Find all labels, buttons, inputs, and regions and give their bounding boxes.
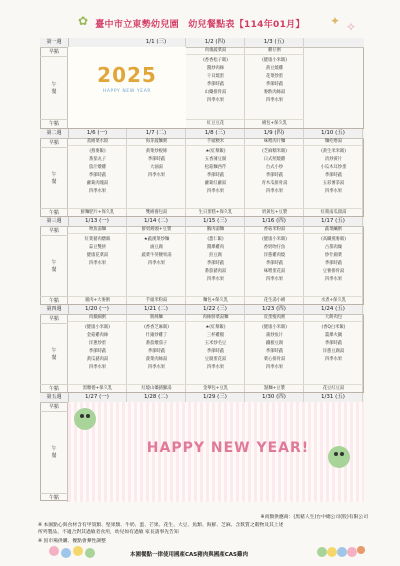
lunch-dish: 季節時蔬 (88, 349, 107, 354)
lunch-dish: 四季水果 (265, 98, 284, 103)
afternoon-snack: 生日蛋糕+保久乳 (186, 208, 245, 216)
afternoon-snack: 黑糖捲+保久乳 (68, 384, 127, 392)
row-divider (40, 411, 68, 412)
day-column (245, 138, 304, 217)
meal-labels (40, 226, 68, 305)
lunch-dish: 醬爆雞肉 (206, 245, 225, 250)
day-header: 1/1 (三) (127, 38, 186, 47)
label-morning: 早點 (48, 140, 59, 146)
day-column (186, 314, 245, 393)
lunch-dish: 四季水果 (324, 357, 343, 362)
day-header: 1/20 (一) (68, 305, 127, 314)
cas-note: 本園餐點一律使用國產CAS豬肉與國產CAS雞肉 (130, 552, 249, 558)
lunch-dish: 四季水果 (147, 365, 166, 370)
lunch-dish: 菜心排骨湯 (263, 357, 286, 362)
week-label: 第二週 (40, 129, 69, 138)
label-afternoon: 午點 (48, 210, 59, 216)
morning-snack: 吻魚湯麵 (68, 226, 127, 234)
afternoon-snack: 鮮麵肥片+保久乳 (68, 208, 127, 216)
banner-greeting: HAPPY NEW YEAR! (146, 440, 310, 456)
day-header: 1/15 (三) (186, 217, 245, 226)
lunch-dish: 香奶吻仔魚 (263, 245, 286, 250)
lunch-dish: 洋蔥雞肉燒 (263, 253, 286, 258)
banner-subtitle: HAPPY NEW YEAR (102, 89, 152, 94)
meal-labels (40, 47, 68, 128)
afternoon-snack: 紅棗南瓜甜湯 (304, 208, 363, 216)
afternoon-snack: 豬肉+大麥粥 (68, 296, 127, 304)
allergen-note: ※ 本園點心與食材含有甲殼類、堅果類、牛奶、蛋、芒果、花生、大豆、魚類、海鮮、芝麻、含麩質之穀物及其上述 (38, 523, 284, 528)
day-header: 1/14 (二) (127, 217, 186, 226)
lunch-dish: 味噌蛋花湯 (263, 269, 286, 274)
label-lunch: 午 餐 (51, 259, 57, 273)
lunch-dish: 四季水果 (206, 98, 225, 103)
lunch-dish: 花菜炒蛋 (265, 74, 284, 79)
row-divider (40, 56, 68, 57)
week-label: 第五週 (40, 393, 69, 402)
lunch-dish: 紅菜豬肉燉飯 (84, 237, 111, 242)
snake-chain-icon (316, 538, 366, 562)
lunch-dish: 番茄丸子 (88, 157, 107, 162)
afternoon-snack: 紅燒山藥豬腳湯 (127, 384, 186, 392)
lunch-dish: (芝麻糯米飯) (262, 149, 287, 154)
lunch-dish: 麥酢肉絲湯 (263, 90, 286, 95)
day-header: 1/30 (四) (245, 393, 304, 402)
lunch-dish: 五香薄豆腐 (204, 157, 227, 162)
lunch-dish: 四季水果 (206, 365, 225, 370)
day-header: 1/21 (二) (127, 305, 186, 314)
lunch-dish: 四季水果 (324, 189, 343, 194)
morning-snack: 肉燥細粥 (68, 314, 127, 322)
morning-snack: 肉羹蔬菜湯 (186, 47, 245, 55)
day-column (127, 314, 186, 393)
lunch-dish: 醬炒肉絲 (206, 66, 225, 71)
morning-snack: 香菇米粉湯 (245, 226, 304, 234)
morning-snack: 芋頭粳米 (186, 138, 245, 146)
lunch-dish: 玉米炒毛豆 (204, 341, 227, 346)
page-title: 臺中市立東勢幼兒園 幼兒餐點表【114年01月】 (95, 20, 305, 30)
day-header: 1/23 (四) (245, 305, 304, 314)
lunch-dish: 煎豆腐 (209, 253, 222, 258)
label-morning: 早點 (48, 316, 59, 322)
day-header: 1/22 (三) (186, 305, 245, 314)
lunch-dish: 蘿蔔肉塊湯 (86, 181, 109, 186)
morning-snack: 麵疙瘩湯 (304, 138, 363, 146)
lunch-dish: 鐵板豆腐 (265, 341, 284, 346)
label-lunch: 午 餐 (51, 81, 57, 95)
morning-snack: 粄絲麵 (127, 314, 186, 322)
row-divider (40, 323, 68, 324)
label-lunch: 午 餐 (51, 446, 57, 459)
snake-mascot-icon (70, 404, 100, 434)
day-column (245, 314, 304, 393)
allergen-note-2: 所列製品，不適合對其過敏者食用，幼兒如有過敏 家長請事先告知 (38, 530, 179, 535)
afternoon-snack: 饅包+保久乳 (245, 119, 304, 127)
day-column (127, 226, 186, 305)
lunch-dish: 季節時蔬 (206, 349, 225, 354)
afternoon-snack: 金華包+豆乳 (186, 384, 245, 392)
lunch-dish: 菠菜肉絲湯 (145, 357, 168, 362)
lunch-dish: (香香芝麻飯) (144, 325, 169, 330)
day-header: 1/8 (三) (186, 129, 245, 138)
sprout-icon: ✿ (78, 14, 89, 28)
day-column (186, 226, 245, 305)
lunch-dishes (186, 236, 245, 284)
happy-new-year-banner (68, 402, 364, 502)
lunch-dish: 洋蔥炒蛋 (88, 341, 107, 346)
week-label: 第四週 (40, 305, 69, 314)
lunch-dish: 豆腐蛋花湯 (204, 357, 227, 362)
meal-labels (40, 138, 68, 217)
lunch-dish: 蒜豆雙拼 (88, 245, 107, 250)
lunch-dish: 黃菜炒板條 (145, 149, 168, 154)
afternoon-snack: 點麵+豆漿 (245, 384, 304, 392)
morning-snack: 蒸饅菜水餃 (68, 138, 127, 146)
star-icon: ✧ (346, 20, 357, 34)
lunch-dish: 季節時蔬 (324, 261, 343, 266)
day-header: 1/27 (一) (68, 393, 127, 402)
adjust-note: ※ 因市場供購、餐點會彈性調整 (38, 539, 106, 544)
lunch-dish: 四季水果 (147, 173, 166, 178)
lunch-dishes (245, 324, 304, 372)
lunch-dish: 季節時蔬 (324, 341, 343, 346)
lunch-dish: 蒲炒魚片 (265, 333, 284, 338)
lunch-dishes (68, 148, 127, 196)
label-afternoon: 午點 (48, 495, 59, 501)
lunch-dish: 日式照燒雞 (263, 157, 286, 162)
lunch-dishes (245, 57, 304, 105)
afternoon-snack: 水煮+保久乳 (304, 296, 363, 304)
snake-mascot-icon (324, 442, 354, 472)
day-header: 1/31 (五) (304, 393, 363, 402)
lunch-dish: 健康花菜湯 (86, 253, 109, 258)
day-column (245, 226, 304, 305)
morning-snack: 蔬菜鹹粥 (304, 226, 363, 234)
lunch-dishes (127, 324, 186, 372)
lunch-dish: ★蔬漢菜炒麵 (143, 237, 170, 242)
afternoon-snack: 麵包+保久乳 (186, 296, 245, 304)
day-header: 1/29 (三) (186, 393, 245, 402)
week-label: 第一週 (40, 38, 69, 47)
day-header: 1/2 (四) (186, 38, 245, 47)
day-header: 1/16 (四) (245, 217, 304, 226)
kids-figures-icon (46, 541, 102, 563)
lunch-dish: 青木瓜排骨湯 (261, 181, 288, 186)
lunch-dish: 季節時蔬 (324, 173, 343, 178)
lunch-dish: 薑爆火鍋 (324, 333, 343, 338)
lunch-dish: 季節時蔬 (147, 349, 166, 354)
week-block (40, 128, 364, 217)
lunch-dish: 三杯雞腿 (206, 333, 225, 338)
lunch-dish: ★(紅藜飯) (205, 149, 226, 154)
lunch-dish: 季節時蔬 (206, 173, 225, 178)
lunch-dishes (68, 324, 127, 372)
morning-snack: 大餅肉包 (304, 314, 363, 322)
day-header: 1/28 (二) (127, 393, 186, 402)
lunch-dish: 大滷湯 (150, 165, 163, 170)
lunch-dishes (304, 324, 363, 364)
lunch-dishes (245, 236, 304, 284)
lunch-dish: 金菇雞肉絲 (86, 333, 109, 338)
day-column (68, 226, 127, 305)
lunch-dishes (68, 236, 127, 268)
lunch-dish: 台式小炒 (265, 165, 284, 170)
morning-snack: 鵝肉湯麵 (186, 226, 245, 234)
afternoon-snack: 花生湯小饅 (245, 296, 304, 304)
morning-snack: 皮蛋瘦肉粥 (245, 314, 304, 322)
lunch-dish: 四季水果 (265, 277, 284, 282)
morning-snack: 味噌肉片麵 (245, 138, 304, 146)
lunch-dishes (127, 148, 186, 180)
lunch-dish: 蔬菜牛蒡腰果湯 (141, 253, 172, 258)
week-block (40, 392, 364, 502)
lunch-dish: (健康小米飯) (262, 325, 287, 330)
day-column (127, 138, 186, 217)
lunch-dish: (香Q白米飯) (321, 325, 346, 330)
lunch-dish: 炒什錦菜 (324, 253, 343, 258)
meal-labels (40, 314, 68, 393)
lunch-dish: 四季水果 (265, 189, 284, 194)
lunch-dish: 松菇麵西芹 (204, 165, 227, 170)
lunch-dish: (高纖燕麥飯) (321, 237, 346, 242)
morning-snack: 肉絲鮮菜湯麵 (186, 314, 245, 322)
afternoon-snack: 雙饅養包湯 (127, 208, 186, 216)
label-morning: 早點 (48, 404, 59, 410)
week-block (40, 38, 364, 128)
week-block (40, 304, 364, 393)
lunch-dish: 清炒黃片 (324, 157, 343, 162)
lunch-dishes (186, 324, 245, 372)
lunch-dish: 什錦炒雞丁 (145, 333, 168, 338)
lunch-dish: 季節時蔬 (206, 82, 225, 87)
row-divider (40, 235, 68, 236)
lunch-dish: (燕麥飯) (89, 149, 106, 154)
lunch-dish: 蘿蔔紅蘿湯 (204, 181, 227, 186)
afternoon-snack: 花豆紅豆湯 (304, 384, 363, 392)
day-header: 1/24 (五) (304, 305, 363, 314)
lunch-dish: 茄汁燉雞 (88, 165, 107, 170)
lunch-dish: 季節時蔬 (265, 349, 284, 354)
lunch-dishes (245, 148, 304, 196)
new-year-2025-banner (68, 47, 186, 128)
lunch-dish: 四季水果 (206, 189, 225, 194)
lunch-dish: 季節時蔬 (265, 82, 284, 87)
lunch-dish: 季節時蔬 (265, 173, 284, 178)
day-column (186, 47, 245, 128)
label-afternoon: 午點 (48, 386, 59, 392)
lunch-dishes (127, 236, 186, 268)
lunch-dish: 古都肉燥 (324, 245, 343, 250)
lunch-dish: (健康小米飯) (85, 325, 110, 330)
lunch-dish: ★(紅藜飯) (205, 325, 226, 330)
row-divider (40, 147, 68, 148)
afternoon-snack: 紅豆豆花 (186, 119, 245, 127)
star-icon: ✦ (330, 14, 341, 28)
lunch-dish: (健康小米飯) (262, 237, 287, 242)
label-afternoon: 午點 (48, 121, 59, 127)
lunch-dishes (304, 148, 363, 196)
morning-snack: 海芽蔬麵粥 (127, 138, 186, 146)
lunch-dish: 四季水果 (88, 365, 107, 370)
day-column (68, 314, 127, 393)
lunch-dish: 季節時蔬 (206, 261, 225, 266)
lunch-dish: 四季水果 (147, 261, 166, 266)
lunch-dish: 四季水果 (265, 365, 284, 370)
lunch-dish: (黃生米米飯) (321, 149, 346, 154)
afternoon-snack: 奶黃包+豆漿 (245, 208, 304, 216)
day-column (186, 138, 245, 217)
day-column (304, 226, 363, 305)
week-block (40, 216, 364, 305)
meal-labels (40, 402, 68, 502)
lunch-dish: 季節時蔬 (88, 173, 107, 178)
day-column (304, 314, 363, 393)
day-header: 1/3 (五) (245, 38, 304, 47)
lunch-dish: 季節時蔬 (265, 261, 284, 266)
lunch-dish: 四季水果 (88, 189, 107, 194)
lunch-dish: 干貝燒蛋 (206, 74, 225, 79)
lunch-dish: 洋蔥豆腐湯 (322, 349, 345, 354)
lunch-dish: 番茄豬肉湯 (204, 269, 227, 274)
lunch-dishes (186, 148, 245, 196)
label-afternoon: 午點 (48, 298, 59, 304)
label-lunch: 午 餐 (51, 171, 57, 185)
lunch-dish: 黃瓜豬肉湯 (86, 357, 109, 362)
banner-year: 2025 (97, 63, 157, 87)
day-header: 1/17 (五) (304, 217, 363, 226)
lunch-dish: (香香松子飯) (203, 58, 228, 63)
lunch-dish: 四季水果 (324, 277, 343, 282)
day-header: 1/13 (一) (68, 217, 127, 226)
label-lunch: 午 餐 (51, 347, 57, 361)
week-label: 第三週 (40, 217, 69, 226)
lunch-dish: (薏仁飯) (207, 237, 224, 242)
lunch-dishes (186, 57, 245, 105)
label-morning: 早點 (48, 49, 59, 55)
lunch-dish: 山藥排骨湯 (204, 90, 227, 95)
supplier-note: ※肉類供應商：(黑豬人生)台中總公司(股)有限公司 (260, 515, 368, 520)
lunch-dish: 四季水果 (88, 261, 107, 266)
label-morning: 早點 (48, 228, 59, 234)
day-column (68, 138, 127, 217)
afternoon-snack: 芋頭米粉湯 (127, 296, 186, 304)
lunch-dishes (304, 236, 363, 284)
lunch-dish: 滷豆腐 (150, 245, 163, 250)
day-header: 1/10 (五) (304, 129, 363, 138)
morning-snack: 雞仔粥 (245, 47, 304, 55)
lunch-dish: 番茄燉茄子 (145, 341, 168, 346)
lunch-dish: 黃豆燒雞 (265, 66, 284, 71)
lunch-dish: 小瓜木耳炒蛋 (320, 165, 347, 170)
day-header: 1/6 (一) (68, 129, 127, 138)
lunch-dish: 五彩薯茶湯 (322, 181, 345, 186)
day-column (304, 138, 363, 217)
morning-snack: 鮮奶饅頭+豆漿 (127, 226, 186, 234)
day-header: 1/7 (二) (127, 129, 186, 138)
day-header: 1/9 (四) (245, 129, 304, 138)
lunch-dish: 豆薯排骨湯 (322, 269, 345, 274)
lunch-dish: 四季水果 (206, 277, 225, 282)
day-column (245, 47, 304, 128)
lunch-dish: 季節時蔬 (147, 157, 166, 162)
lunch-dish: (健康小米飯) (262, 58, 287, 63)
